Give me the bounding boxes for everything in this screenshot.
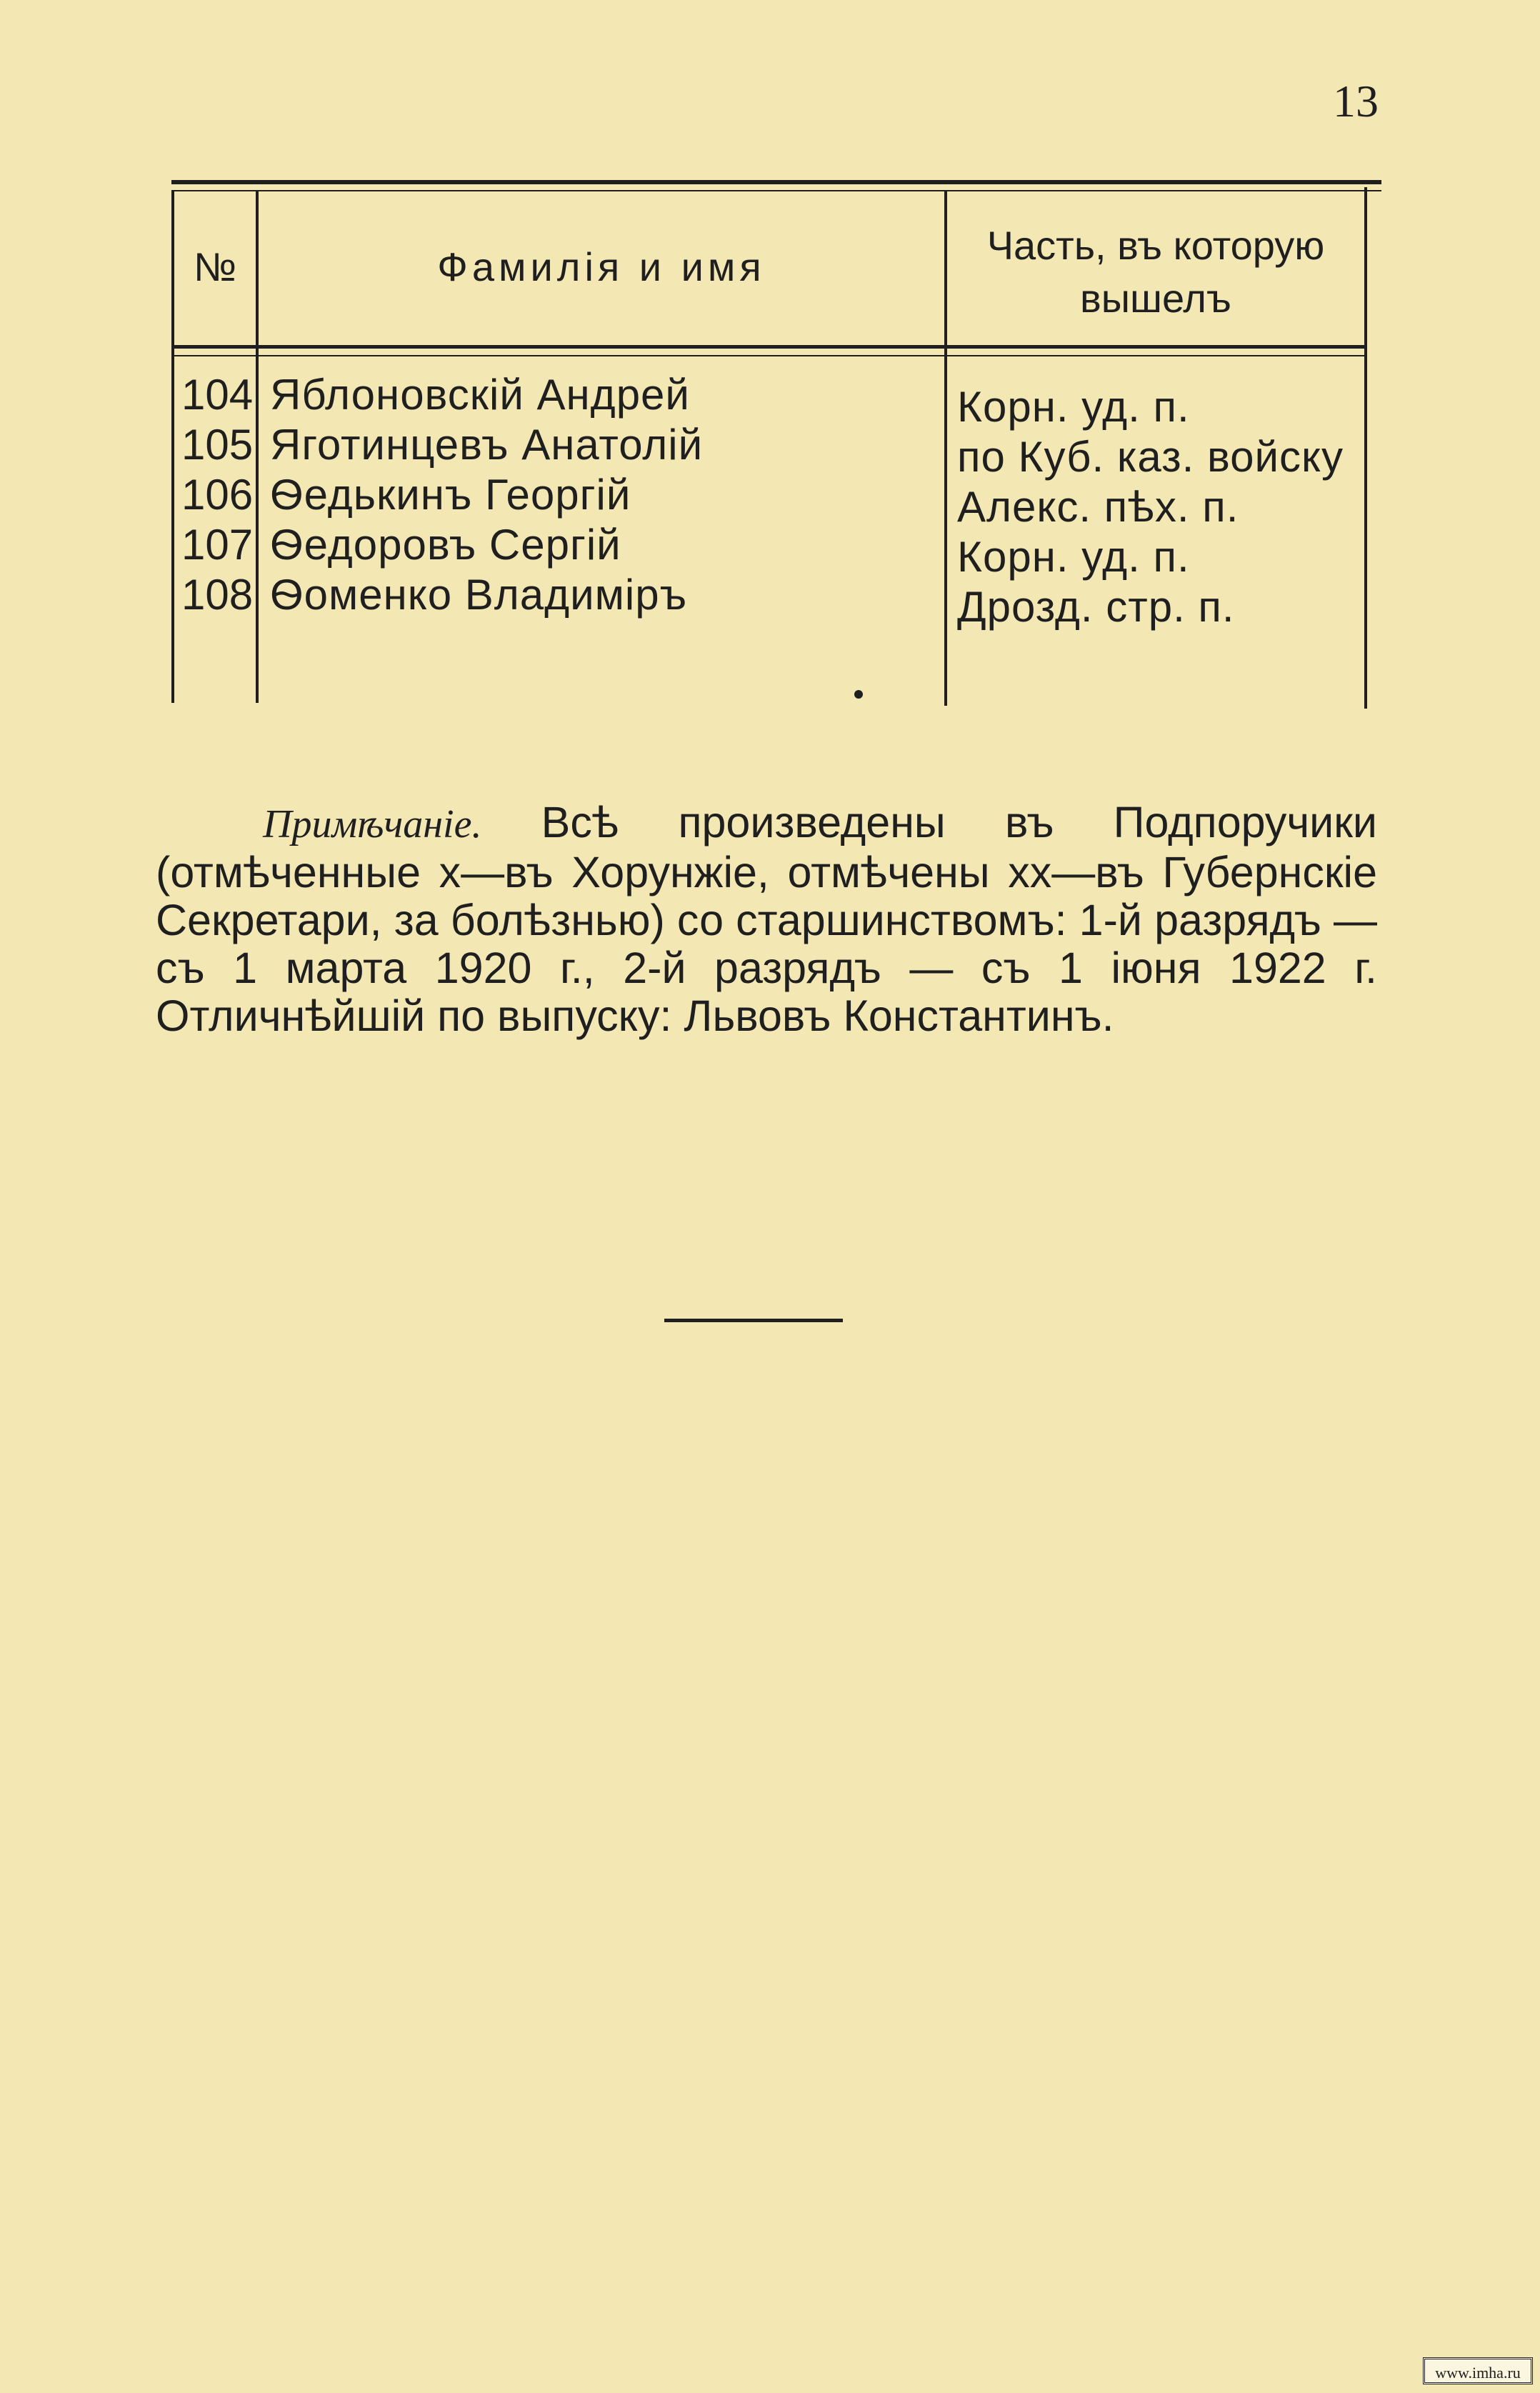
table-header-rule-thin — [171, 355, 1364, 356]
note-text: Всѣ произведены въ Подпоручики (отмѣченные х—въ Хорунжiе, отмѣчены хх—въ Губернскiе Секретари, за болѣзнью) со старшинствомъ: 1-й разрядъ — съ 1 марта 1920 г., 2-й разрядъ — съ 1 iюня 1922 г. Отличнѣйшiй по выпуску: Львовъ Константинъ. — [156, 798, 1377, 1040]
note-label: Примѣчанiе. — [263, 802, 482, 846]
header-name: Фамилiя и имя — [437, 244, 766, 289]
table-row-name: Яблоновскiй Андрей — [270, 371, 690, 419]
table-row-name: Ѳедоровъ Сергiй — [270, 521, 621, 569]
header-number: № — [193, 244, 237, 289]
table-header-rule — [171, 345, 1364, 349]
table-row-number: 106 — [181, 471, 254, 519]
header-unit-line2: вышелъ — [1080, 276, 1231, 321]
table-row-unit: Корн. уд. п. — [957, 383, 1190, 431]
number-column — [181, 370, 253, 620]
name-column — [270, 370, 703, 620]
table-row-unit: по Куб. каз. войску — [957, 433, 1344, 481]
unit-column — [957, 382, 1344, 632]
header-unit-line1: Часть, въ которую — [986, 223, 1325, 268]
table-right-border — [1364, 187, 1367, 709]
table-row-number: 104 — [181, 371, 254, 419]
table-row-name: Ѳедькинъ Георгiй — [270, 471, 631, 519]
table-row-unit: Дрозд. стр. п. — [957, 583, 1235, 631]
table-top-rule — [171, 180, 1381, 184]
table-row-name: Яготинцевъ Анатолiй — [270, 421, 704, 469]
table-top-rule-thin — [171, 190, 1381, 191]
table-row-name: Ѳоменко Владимiръ — [270, 571, 688, 619]
table-row-number: 107 — [181, 521, 254, 569]
table-row-unit: Алекс. пѣх. п. — [957, 483, 1239, 531]
section-divider — [664, 1319, 843, 1322]
table-row-number: 108 — [181, 571, 254, 619]
note-paragraph — [156, 799, 1377, 1040]
website-stamp: www.imha.ru — [1423, 2357, 1533, 2384]
table-row-number: 105 — [181, 421, 254, 469]
print-speck — [854, 690, 863, 699]
page-number: 13 — [1333, 76, 1379, 126]
table-row-unit: Корн. уд. п. — [957, 533, 1190, 581]
